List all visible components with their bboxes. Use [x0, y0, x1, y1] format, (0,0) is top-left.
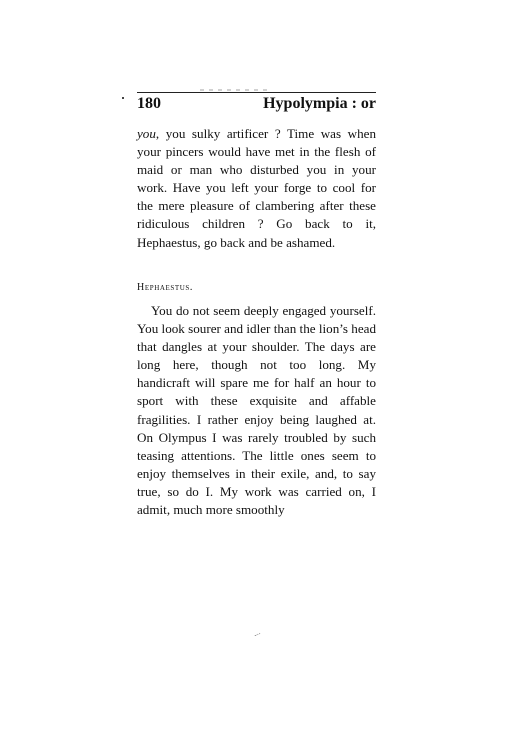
paragraph-1-lead-word: you	[137, 126, 156, 141]
stray-mark	[122, 97, 124, 99]
paragraph-2: You do not seem deeply engaged yourself. You look sourer and idler than the lion’s head that dangles at your shoulder. The days are long here, though not too long. My handicraft will spare me for half an hour to sport with these exquisite and affable fragilities. I rather enjoy being laughed at. On Olympus I was rarely troubled by such teasing attentions. The little ones seem to enjoy themselves in their exile, and, to say true, so do I. My work was carried on, I admit, much more smoothly	[137, 303, 376, 518]
paragraph-1-text: , you sulky artificer ? Time was when your pincers would have met in the flesh of maid or man who disturbed you in your work. Have you left your forge to cool for the mere pleasure of clambering after these ridiculous children ? Go back to it, Hephaestus, go back and be ashamed.	[137, 126, 376, 250]
speaker-name: Hephaestus.	[137, 282, 193, 293]
running-head	[137, 95, 376, 115]
header-rule	[137, 92, 376, 93]
faint-print-mark	[200, 89, 270, 91]
page-number: 180	[137, 95, 161, 112]
paragraph-1	[137, 125, 376, 252]
smudge-mark	[254, 633, 261, 639]
running-title: Hypolympia : or	[263, 95, 376, 112]
